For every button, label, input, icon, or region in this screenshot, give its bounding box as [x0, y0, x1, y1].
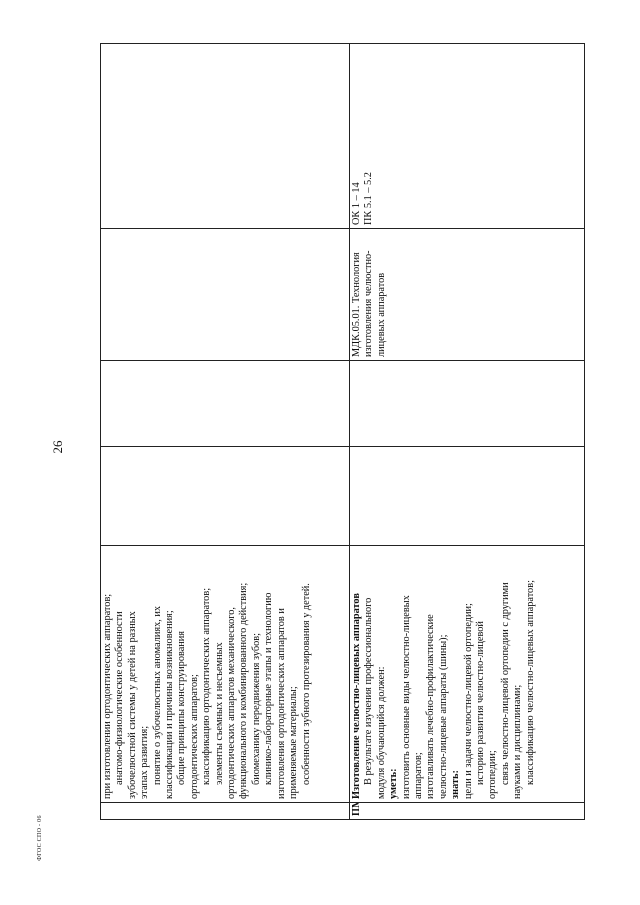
empty-cell — [101, 447, 350, 546]
content-line: особенности зубного протезирования у детей. — [300, 583, 312, 785]
content-line: ортодонтических аппаратов механического, — [226, 607, 238, 799]
content-line: челюстно-лицевые аппараты (шины); — [437, 634, 449, 799]
content-line: этапах развития; — [139, 725, 151, 799]
content-line: классификации и причины возникновения; — [164, 610, 176, 799]
content-line: понятие о зубочелюстных аномалиях, их — [151, 605, 163, 785]
content-line: элементы съемных и несъемных — [213, 642, 225, 785]
module-content-cell — [101, 546, 350, 803]
content-line: цели и задачи челюстно-лицевой ортопедии; — [462, 603, 474, 799]
content-line: анатомо-физиологические особенности — [114, 611, 126, 785]
content-line: знать: — [450, 770, 462, 799]
content-line: зубочелюстной системы у детей на разных — [126, 611, 138, 799]
table-row-pm05 — [350, 44, 585, 820]
competencies-cell: ОК 1 – 14 ПК 5.1 – 5.2 — [350, 44, 585, 229]
content-line: применяемые материалы; — [288, 686, 300, 799]
content-line: изготавливать лечебно-профилактические — [425, 614, 437, 799]
page-number: 26 — [50, 440, 65, 454]
content-line: историю развития челюстно-лицевой — [475, 621, 487, 785]
empty-cell — [350, 361, 585, 447]
empty-cell — [350, 447, 585, 546]
content-line: классификацию челюстно-лицевых аппаратов; — [524, 580, 536, 785]
module-content-cell — [350, 546, 585, 803]
table-row-continuation — [101, 44, 350, 820]
content-line: уметь: — [388, 768, 400, 799]
empty-cell — [101, 361, 350, 447]
content-line: классификацию ортодонтических аппаратов; — [201, 587, 213, 785]
content-line: ортодонтических аппаратов; — [188, 674, 200, 799]
content-line: Изготовление челюстно-лицевых аппаратов — [351, 593, 362, 799]
content-line: В результате изучения профессионального — [363, 597, 375, 785]
mdk-cell — [101, 229, 350, 361]
document-footer: ФГОС СПО - 06 — [37, 815, 43, 861]
content-lines — [351, 549, 537, 799]
curriculum-table — [100, 43, 585, 820]
module-code-cell — [350, 803, 585, 820]
content-line: изготовления ортодонтических аппаратов и — [275, 608, 287, 799]
content-line: функционального и комбинированного действия; — [238, 582, 250, 799]
content-line: общие принципы конструирования — [176, 630, 188, 785]
module-code-cell — [101, 803, 350, 820]
content-line: при изготовлении ортодонтических аппаратов; — [102, 593, 113, 799]
content-line: изготовить основные виды челюстно-лицевых — [400, 595, 412, 799]
content-line: ортопедии; — [487, 750, 499, 799]
content-line: связь челюстно-лицевой ортопедии с другими — [499, 582, 511, 785]
mdk-cell: МДК.05.01. Технология изготовления челюстно-лицевых аппаратов — [350, 229, 585, 361]
rotated-table-area — [100, 44, 584, 820]
content-line: клинико-лабораторные этапы и технологию — [263, 592, 275, 785]
content-line: модуля обучающийся должен: — [375, 666, 387, 799]
competencies-cell — [101, 44, 350, 229]
content-line: биомеханику передвижения зубов; — [250, 633, 262, 785]
content-line: науками и дисциплинами; — [512, 684, 524, 799]
content-line: аппаратов; — [413, 752, 425, 799]
content-lines — [102, 549, 313, 799]
table-wrapper — [100, 44, 584, 820]
